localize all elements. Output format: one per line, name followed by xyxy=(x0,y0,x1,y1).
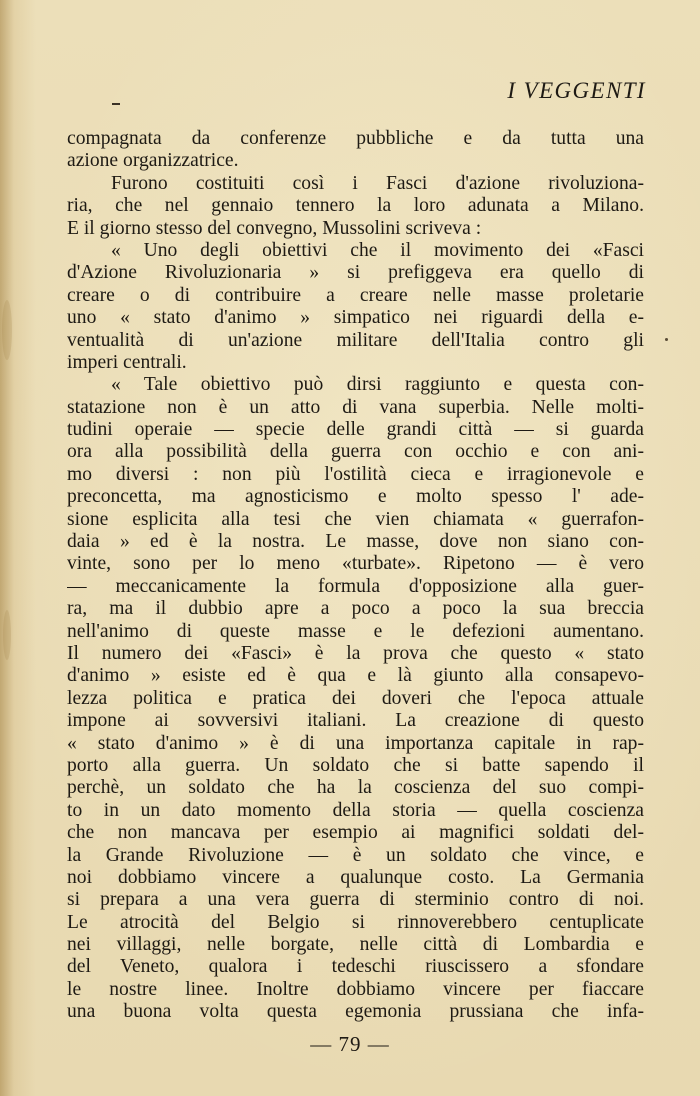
text-line: mo diversi : non più l'ostilità cieca e irragionevole e xyxy=(67,463,644,485)
text-line: E il giorno stesso del convegno, Mussolini scriveva : xyxy=(67,217,482,239)
text-line: nell'animo di queste masse e le defezioni aumentano. xyxy=(67,620,644,642)
text-line: ora alla possibilità della guerra con occhio e con ani- xyxy=(67,441,644,463)
text-line: che non mancava per esempio ai magnifici soldati del- xyxy=(67,822,644,844)
paper-stain xyxy=(2,300,12,360)
text-line: noi dobbiamo vincere a qualunque costo. La Germania xyxy=(67,866,644,888)
text-line: azione organizzatrice. xyxy=(67,150,239,172)
text-line: creare o di contribuire a creare nelle masse proletarie xyxy=(67,284,644,306)
ink-mark xyxy=(112,103,120,105)
text-line: Furono costituiti così i Fasci d'azione rivoluziona- xyxy=(111,172,644,194)
text-line: Il numero dei «Fasci» è la prova che questo « stato xyxy=(67,642,644,664)
running-head: I VEGGENTI xyxy=(507,78,646,103)
text-line: to in un dato momento della storia — quella coscienza xyxy=(67,799,644,821)
text-line: perchè, un soldato che ha la coscienza del suo compi- xyxy=(67,777,644,799)
text-line: lezza politica e pratica dei doveri che l'epoca attuale xyxy=(67,687,644,709)
text-line: vinte, sono per lo meno «turbate». Ripetono — è vero xyxy=(67,553,644,575)
text-line: impone ai sovversivi italiani. La creazione di questo xyxy=(67,710,644,732)
text-line: « Tale obiettivo può dirsi raggiunto e questa con- xyxy=(111,374,644,396)
text-line: « Uno degli obiettivi che il movimento dei «Fasci xyxy=(111,239,644,261)
text-line: imperi centrali. xyxy=(67,351,187,373)
text-line: tudini operaie — specie delle grandi città — si guarda xyxy=(67,419,644,441)
text-line: la Grande Rivoluzione — è un soldato che vince, e xyxy=(67,844,644,866)
text-line: ra, ma il dubbio apre a poco a poco la sua breccia xyxy=(67,598,644,620)
text-line: preconcetta, ma agnosticismo e molto spesso l' ade- xyxy=(67,486,644,508)
ink-mark xyxy=(665,338,668,341)
text-line: le nostre linee. Inoltre dobbiamo vincere per fiaccare xyxy=(67,978,644,1000)
text-line: « stato d'animo » è di una importanza capitale in rap- xyxy=(67,732,644,754)
body-text xyxy=(67,128,644,1024)
text-line: una buona volta questa egemonia prussiana che infa- xyxy=(67,1001,644,1023)
text-line: uno « stato d'animo » simpatico nei riguardi della e- xyxy=(67,307,644,329)
text-line: d'animo » esiste ed è qua e là giunto alla consapevo- xyxy=(67,665,644,687)
text-line: nei villaggi, nelle borgate, nelle città di Lombardia e xyxy=(67,934,644,956)
text-line: statazione non è un atto di vana superbia. Nelle molti- xyxy=(67,396,644,418)
text-line: porto alla guerra. Un soldato che si batte sapendo il xyxy=(67,754,644,776)
text-line: compagnata da conferenze pubbliche e da tutta una xyxy=(67,128,644,149)
text-line: — meccanicamente la formula d'opposizione alla guer- xyxy=(67,575,644,597)
text-line: si prepara a una vera guerra di sterminio contro di noi. xyxy=(67,889,644,911)
text-line: sione esplicita alla tesi che vien chiamata « guerrafon- xyxy=(67,508,644,530)
paper-stain xyxy=(3,610,11,660)
text-line: ria, che nel gennaio tennero la loro adunata a Milano. xyxy=(67,195,644,217)
text-line: daia » ed è la nostra. Le masse, dove non siano con- xyxy=(67,531,644,553)
text-line: Le atrocità del Belgio si rinnoverebbero centuplicate xyxy=(67,911,644,933)
text-line: del Veneto, qualora i tedeschi riuscissero a sfondare xyxy=(67,956,644,978)
text-line: ventualità di un'azione militare dell'Italia contro gli xyxy=(67,329,644,351)
text-line: d'Azione Rivoluzionaria » si prefiggeva era quello di xyxy=(67,262,644,284)
page-number: — 79 — xyxy=(310,1032,390,1056)
